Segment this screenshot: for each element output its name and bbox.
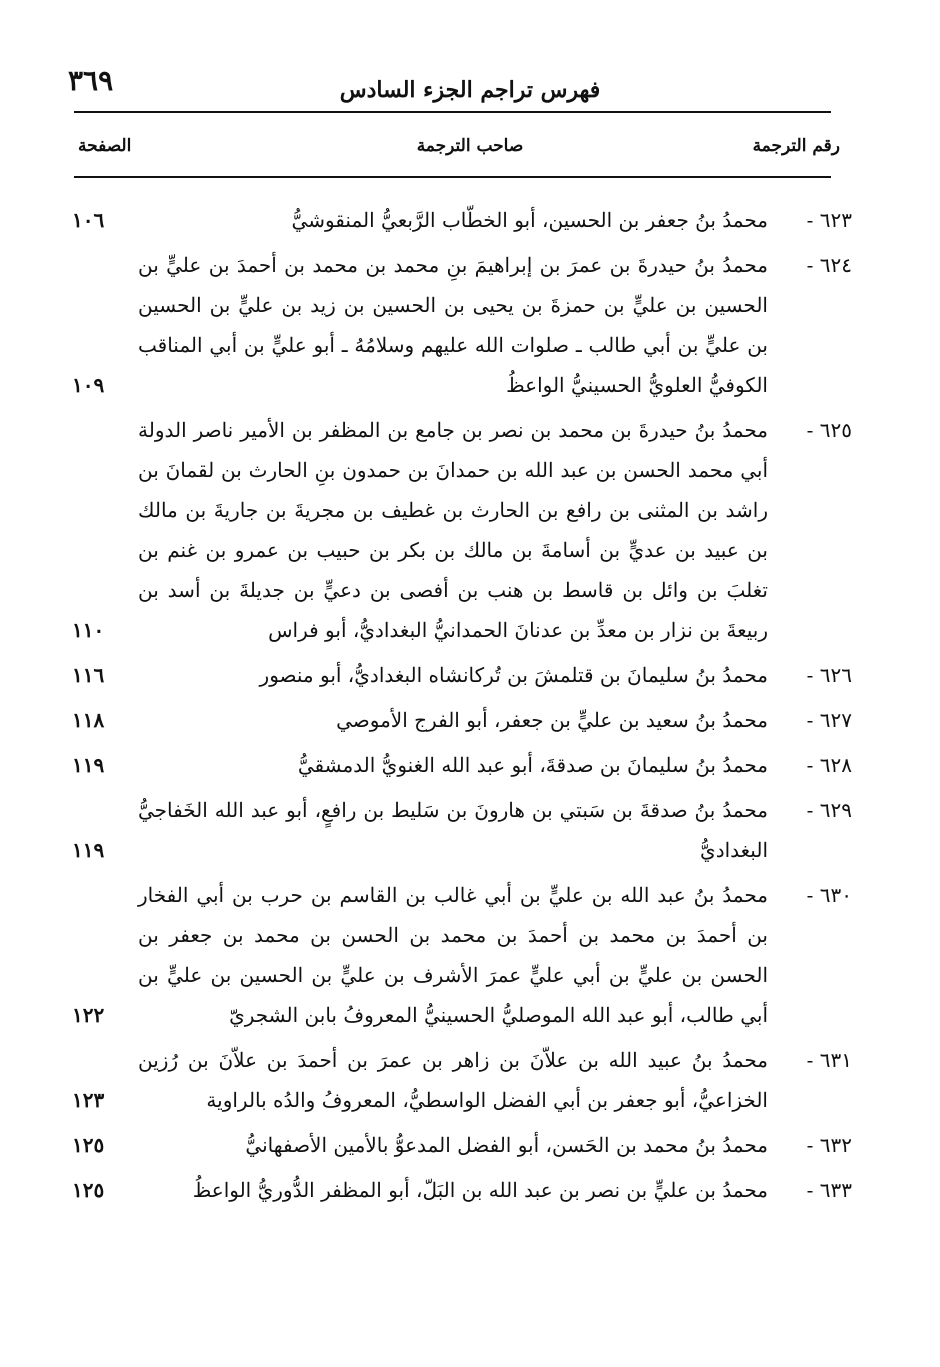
entry-number: ٦٢٩ - [806,798,852,822]
entry-page: ١٢٣ [72,1088,105,1112]
column-header-rule [74,176,831,178]
entry-number: ٦٣١ - [806,1048,852,1072]
index-entry [72,1125,852,1165]
entry-page: ١٠٩ [72,373,105,397]
index-entry [72,1040,852,1120]
running-title: فهرس تراجم الجزء السادس [339,77,601,103]
entry-number: ٦٢٥ - [806,418,852,442]
column-header-page: الصفحة [78,136,132,156]
entry-text: محمدُ بن عليٍّ بن نصر بن عبد الله بن البَلّ، أبو المظفر الدُّوريُّ الواعظُ [192,1178,768,1202]
entry-page: ١٠٦ [72,208,105,232]
entry-page: ١٢٥ [72,1133,105,1157]
page-number: ٣٦٩ [68,64,114,97]
column-header-number: رقم الترجمة [752,136,840,156]
entry-text: محمدُ بنُ عبيد الله بن علاّنَ بن زاهر بن عمرَ بن أحمدَ بن علاّنَ بن رُزين الخزاعيُّ، أبو جعفر بن أبي الفضل الواسطيُّ، المعروفُ والدُه بالراوية [138,1048,768,1112]
entry-page: ١١٠ [72,618,105,642]
entry-page: ١٢٥ [72,1178,105,1202]
entry-number: ٦٣٠ - [806,883,852,907]
index-entry [72,745,852,785]
index-entry [72,875,852,1035]
column-header-name: صاحب الترجمة [416,136,524,156]
entry-text: محمدُ بنُ جعفر بن الحسين، أبو الخطّاب الرَّبعيُّ المنقوشيُّ [291,208,768,232]
entry-number: ٦٣٣ - [806,1178,852,1202]
index-entry [72,245,852,405]
entry-page: ١١٩ [72,838,105,862]
entry-text: محمدُ بنُ عبد الله بن عليٍّ بن أبي غالب بن القاسم بن حرب بن أبي الفخار بن أحمدَ بن محمد بن أحمدَ بن محمد بن الحسن بن محمد بن جعفر بن الحسن بن عليٍّ بن أبي عليٍّ عمرَ الأشرف بن عليٍّ بن الحسين بن عليٍّ بن أبي طالب، أبو عبد الله الموصليُّ الحسينيُّ المعروفُ بابن الشجريّ [138,883,768,1027]
entry-text: محمدُ بنُ حيدرةَ بن عمرَ بن إبراهيمَ بنِ محمد بن محمد بن أحمدَ بن عليٍّ بن الحسين بن عليٍّ بن حمزةَ بن يحيى بن الحسين بن زيد بن عليٍّ بن الحسين بن عليٍّ بن أبي طالب ـ صلوات الله عليهم وسلامُهُ ـ أبو عليٍّ بن أبي المناقب الكوفيُّ العلويُّ الحسينيُّ الواعظُ [138,253,768,397]
entry-text: محمدُ بنُ سليمانَ بن قتلمشَ بن تُركانشاه البغداديُّ، أبو منصور [259,663,768,687]
entry-number: ٦٢٣ - [806,208,852,232]
entry-text: محمدُ بنُ حيدرةَ بن محمد بن نصر بن جامع بن المظفر بن الأمير ناصر الدولة أبي محمد الحسن بن عبد الله بن حمدانَ بن حمدون بنِ الحارث بن لقمانَ بن راشد بن المثنى بن رافع بن الحارث بن غطيف بن مجريةَ بن جاريةَ بن مالك بن عبيد بن عديٍّ بن أسامةَ بن مالك بن بكر بن حبيب بن عمرو بن غنم بن تغلبَ بن وائل بن قاسط بن هنب بن أفصى بن دعيٍّ بن جديلةَ بن أسد بن ربيعةَ بن نزار بن معدِّ بن عدنانَ الحمدانيُّ البغداديُّ، أبو فراس [138,418,768,642]
entry-page: ١١٩ [72,753,105,777]
entry-page: ١٢٢ [72,1003,105,1027]
entry-text: محمدُ بنُ سليمانَ بن صدقةَ، أبو عبد الله الغنويُّ الدمشقيُّ [297,753,768,777]
entry-text: محمدُ بنُ صدقةَ بن سَبتي بن هارونَ بن سَليط بن رافعٍ، أبو عبد الله الخَفاجيُّ البغداديُّ [138,798,768,862]
entry-text: محمدُ بنُ سعيد بن عليٍّ بن جعفر، أبو الفرج الأموصي [336,708,768,732]
entry-page: ١١٦ [72,663,105,687]
index-entries [72,200,852,1215]
entry-number: ٦٢٧ - [806,708,852,732]
entry-page: ١١٨ [72,708,105,732]
entry-number: ٦٣٢ - [806,1133,852,1157]
entry-number: ٦٢٦ - [806,663,852,687]
index-entry [72,200,852,240]
index-entry [72,790,852,870]
index-entry [72,410,852,650]
index-entry [72,1170,852,1210]
index-entry [72,655,852,695]
entry-text: محمدُ بنُ محمد بن الحَسن، أبو الفضل المدعوُّ بالأمين الأصفهانيُّ [245,1133,768,1157]
index-entry [72,700,852,740]
entry-number: ٦٢٤ - [806,253,852,277]
entry-number: ٦٢٨ - [806,753,852,777]
header-rule [74,111,831,113]
